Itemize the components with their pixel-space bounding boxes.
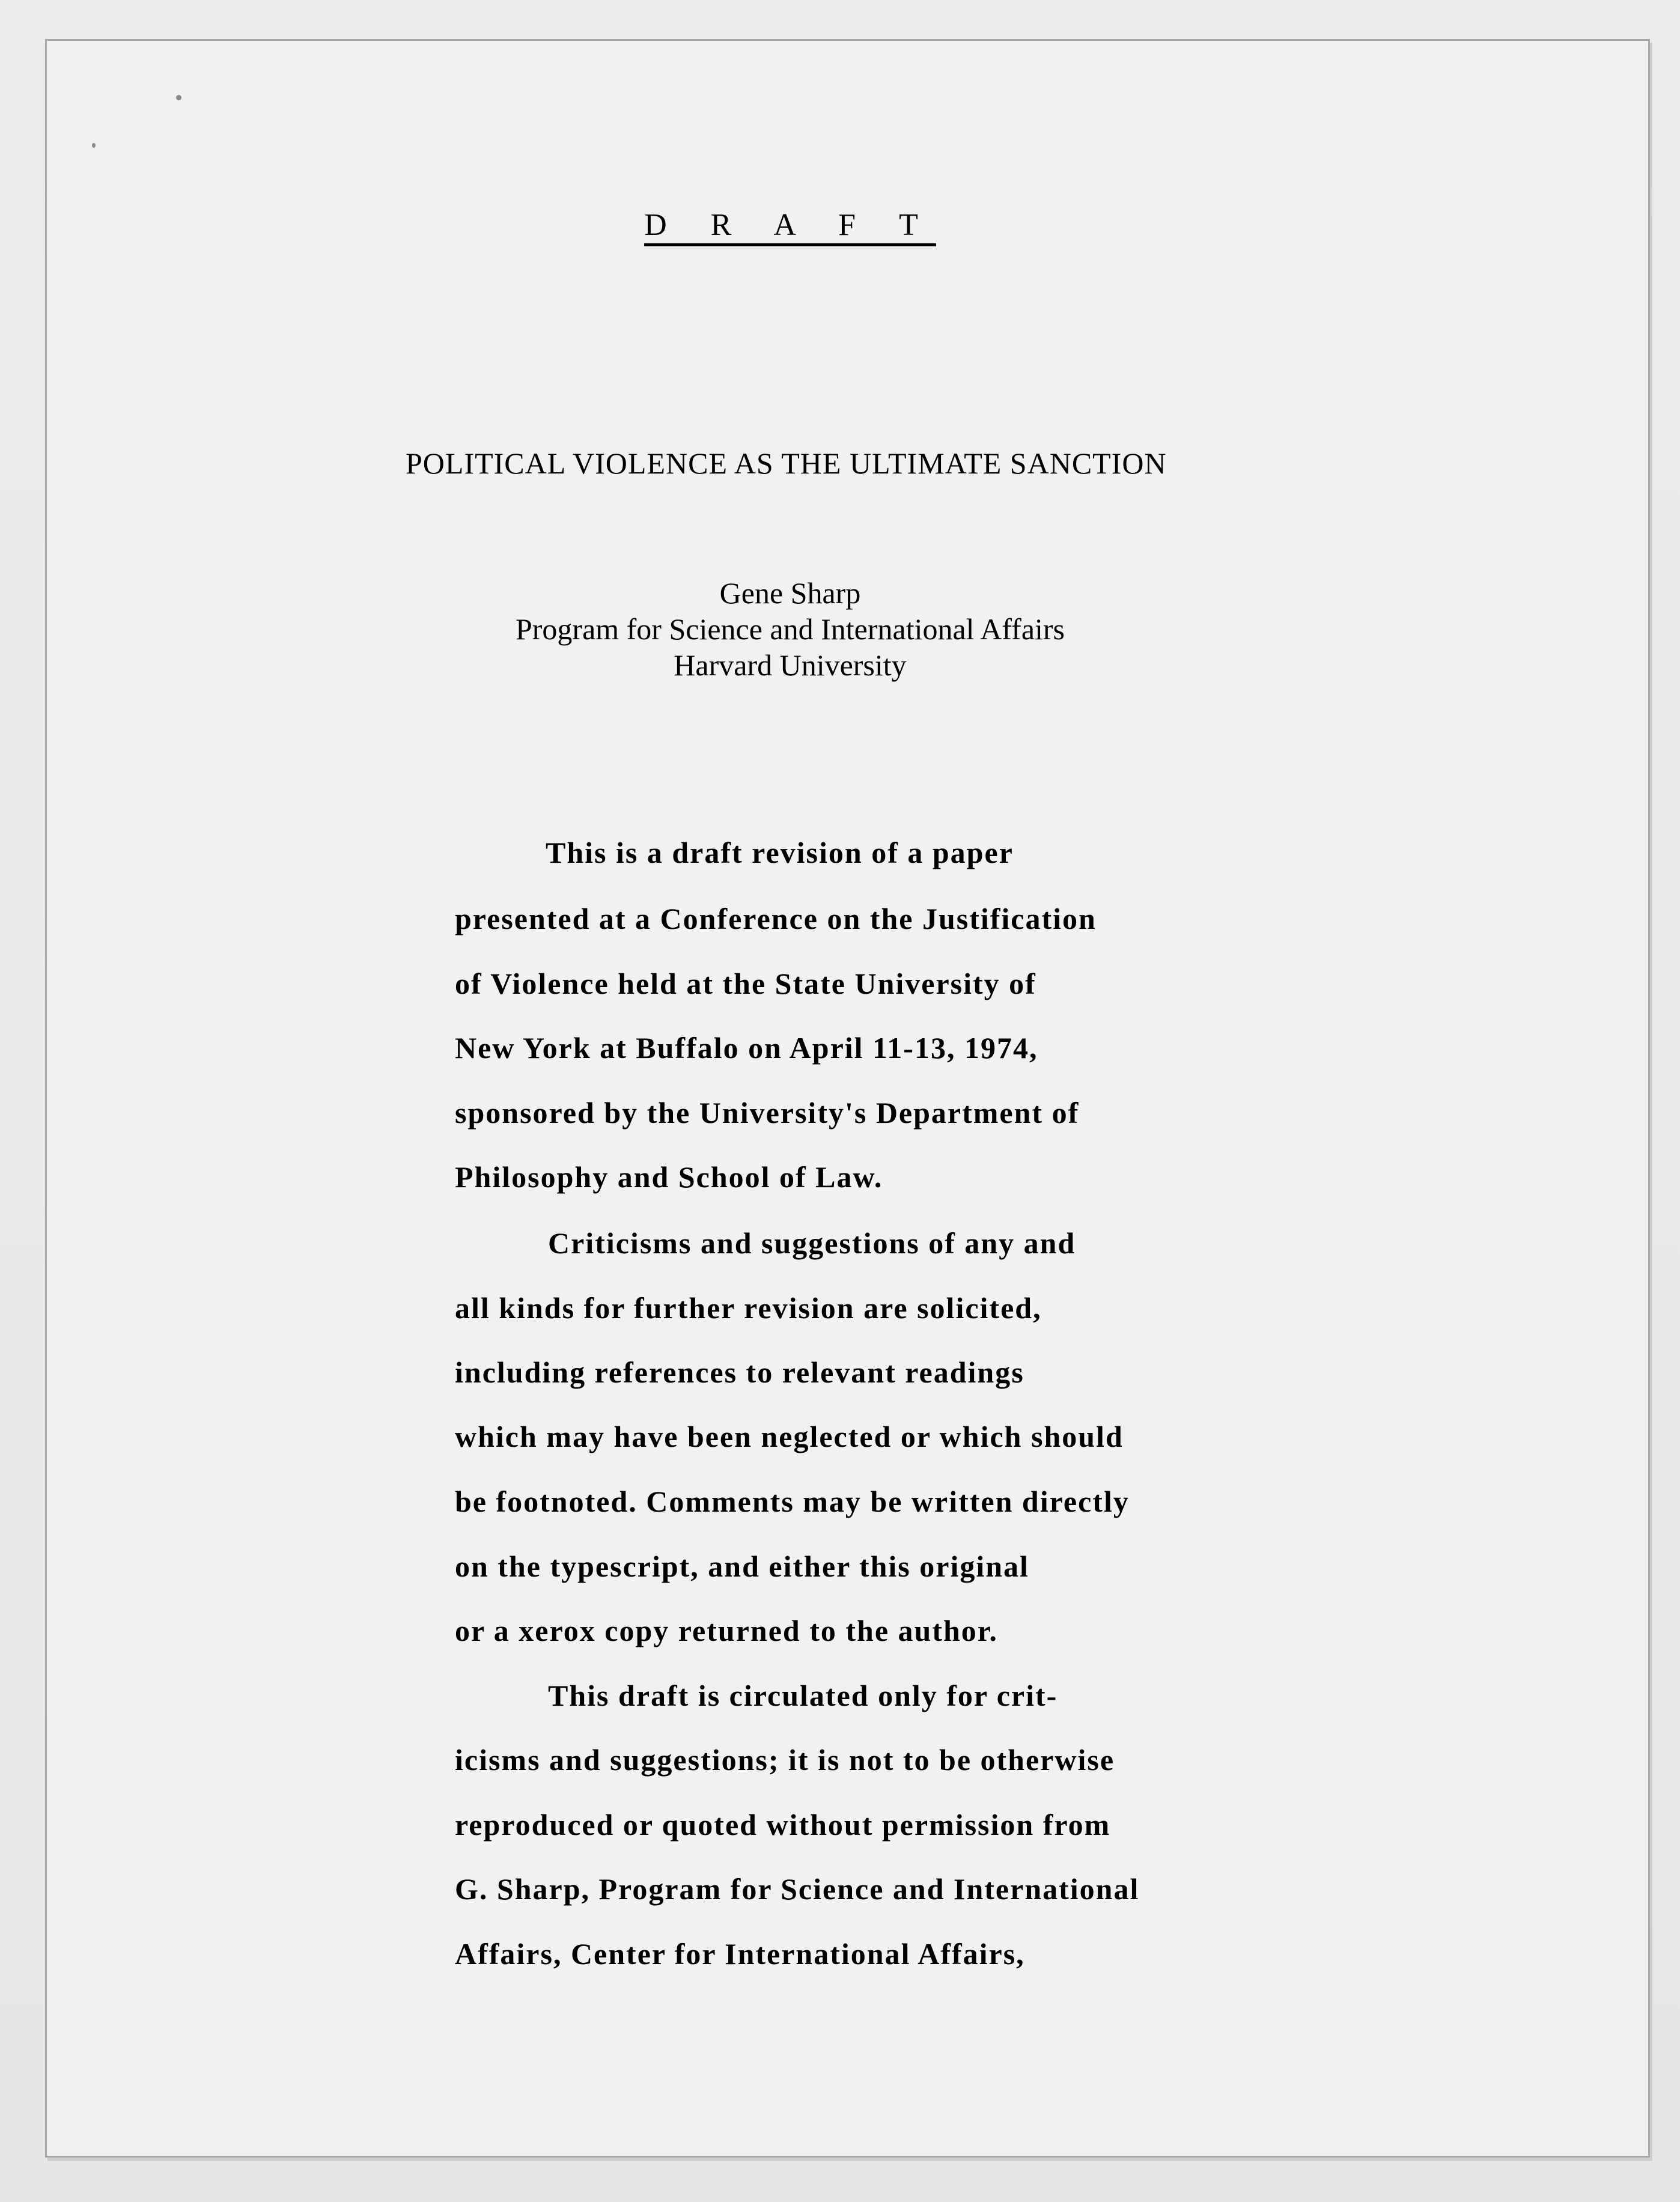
body-line: New York at Buffalo on April 11-13, 1974,: [455, 1031, 1038, 1065]
author-institution: Harvard University: [674, 648, 907, 682]
body-line: on the typescript, and either this original: [455, 1550, 1029, 1583]
body-line: G. Sharp, Program for Science and International: [455, 1872, 1140, 1906]
body-line: be footnoted. Comments may be written directly: [455, 1485, 1130, 1518]
ink-speck: [176, 95, 181, 100]
body-line: or a xerox copy returned to the author.: [455, 1614, 998, 1647]
author-block: [0, 575, 1625, 683]
body-line: all kinds for further revision are solicited,: [455, 1291, 1042, 1325]
draft-heading: D R A F T: [644, 208, 936, 242]
author-name: Gene Sharp: [719, 576, 861, 610]
body-line: This draft is circulated only for crit-: [548, 1679, 1058, 1712]
body-line: icisms and suggestions; it is not to be otherwise: [455, 1743, 1115, 1777]
body-line: This is a draft revision of a paper: [546, 836, 1014, 869]
body-line: presented at a Conference on the Justification: [455, 902, 1097, 935]
body-line: of Violence held at the State University of: [455, 967, 1036, 1000]
body-line: Philosophy and School of Law.: [455, 1160, 883, 1194]
body-line: sponsored by the University's Department of: [455, 1096, 1080, 1130]
body-line: reproduced or quoted without permission from: [455, 1808, 1111, 1842]
body-line: which may have been neglected or which should: [455, 1420, 1124, 1453]
body-line: Affairs, Center for International Affairs,: [455, 1937, 1025, 1971]
document-title: POLITICAL VIOLENCE AS THE ULTIMATE SANCTION: [406, 446, 1167, 480]
author-program: Program for Science and International Affairs: [515, 612, 1065, 646]
ink-speck: [92, 143, 96, 148]
body-line: including references to relevant readings: [455, 1355, 1024, 1389]
body-line: Criticisms and suggestions of any and: [548, 1226, 1076, 1260]
